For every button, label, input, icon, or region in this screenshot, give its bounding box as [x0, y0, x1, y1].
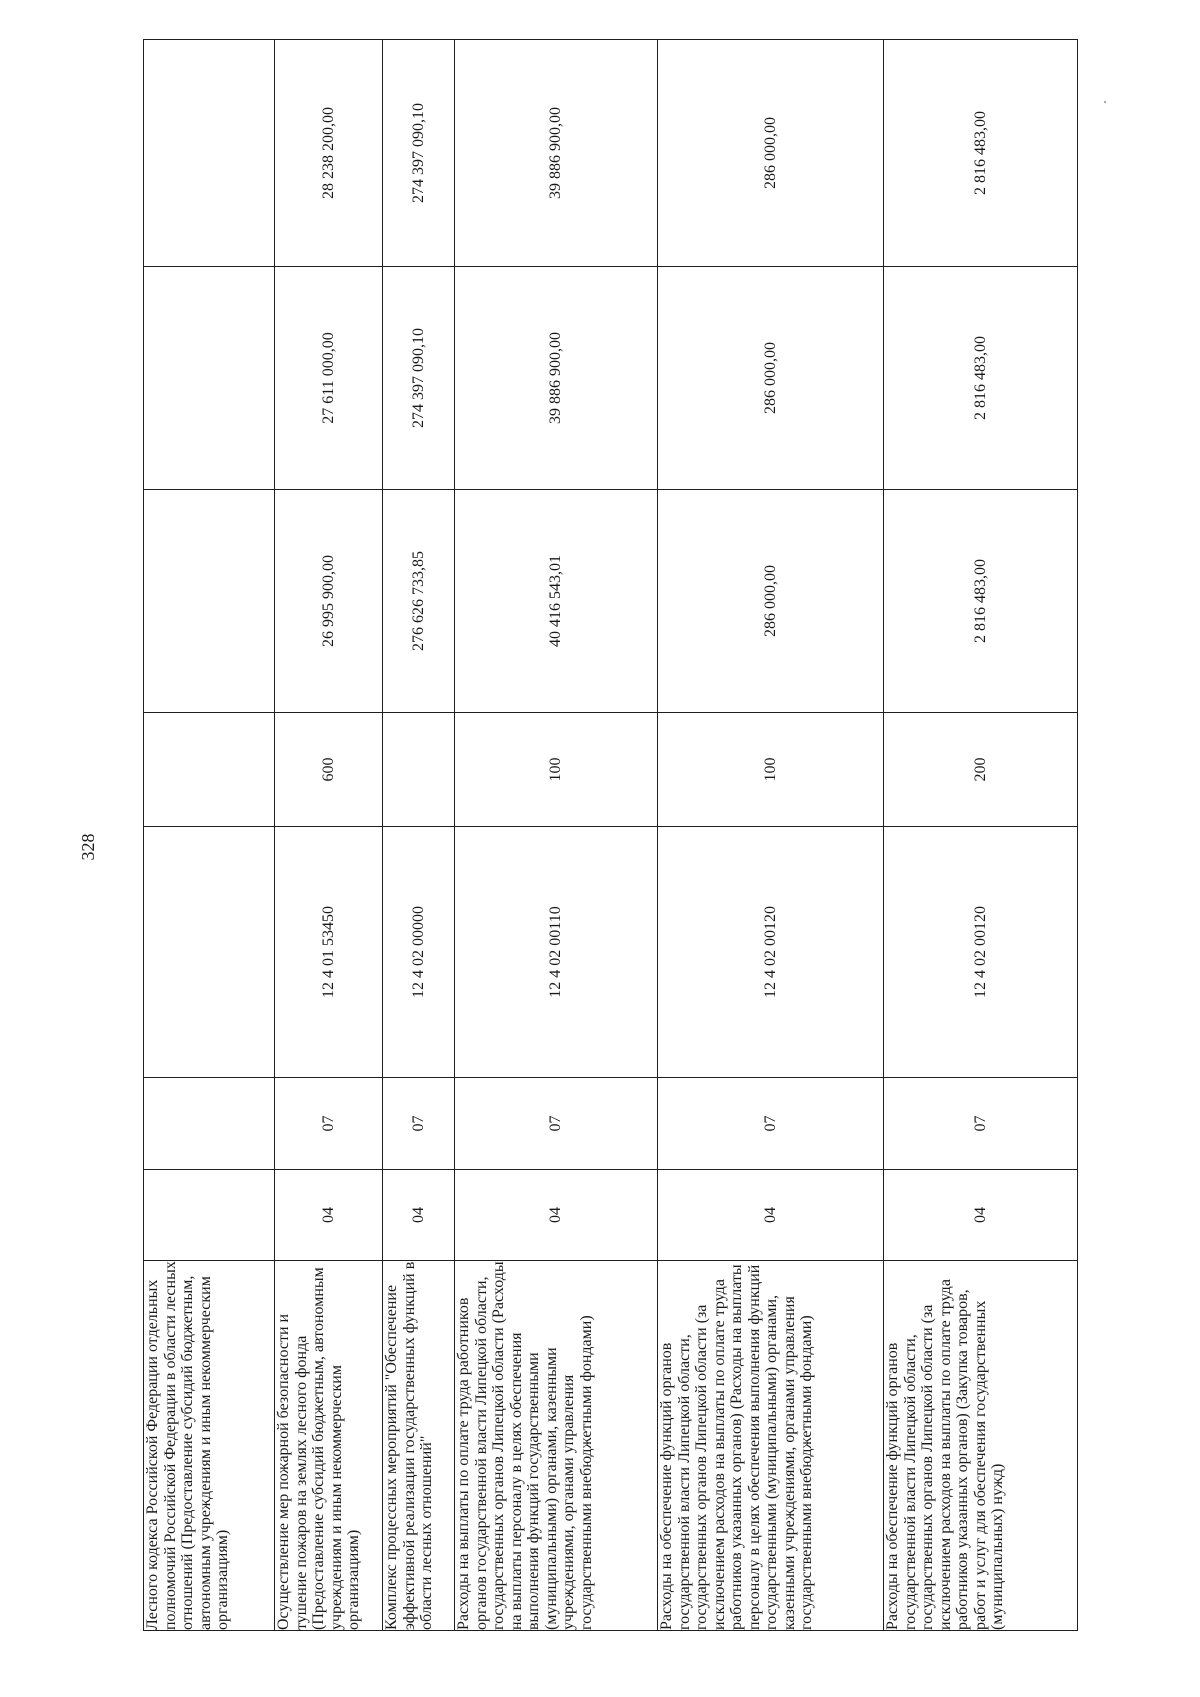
- amount-year-1: 286 000,00: [658, 490, 884, 713]
- amount-year-3: 274 397 090,10: [383, 40, 455, 267]
- amount-year-2: 2 816 483,00: [884, 267, 1078, 490]
- amount-year-1: 26 995 900,00: [275, 490, 383, 713]
- target-article-code: 12 4 02 00120: [658, 827, 884, 1078]
- chapter-code: 04: [275, 1170, 383, 1261]
- row-description: Лесного кодекса Российской Федерации отдельных полномочий Российской Федерации в области лесных отношений (Предоставление субсидий бюджетным, автономным учреждениям и иным некоммерческим организациям): [144, 1261, 275, 1631]
- row-description: Расходы на обеспечение функций органов государственной власти Липецкой области, государственных органов Липецкой области (за исключением расходов на выплаты по оплате труда работников указанных органов) (Расходы на выплаты персоналу в целях обеспечения выполнения функций государственными (муниципальными) органами, казенными учреждениями, органами управления государственными внебюджетными фондами): [658, 1261, 884, 1631]
- amount-year-2: 274 397 090,10: [383, 267, 455, 490]
- table-row: [455, 40, 658, 1631]
- amount-year-3: 286 000,00: [658, 40, 884, 267]
- expense-type-code: 100: [658, 713, 884, 827]
- expense-type-code: 600: [275, 713, 383, 827]
- expense-type-code: 100: [455, 713, 658, 827]
- target-article-code: 12 4 01 53450: [275, 827, 383, 1078]
- section-code: [144, 1078, 275, 1170]
- chapter-code: 04: [884, 1170, 1078, 1261]
- amount-year-1: [144, 490, 275, 713]
- table-row: [383, 40, 455, 1631]
- target-article-code: 12 4 02 00000: [383, 827, 455, 1078]
- chapter-code: 04: [455, 1170, 658, 1261]
- section-code: 07: [884, 1078, 1078, 1170]
- amount-year-1: 40 416 543,01: [455, 490, 658, 713]
- amount-year-2: 39 886 900,00: [455, 267, 658, 490]
- section-code: 07: [658, 1078, 884, 1170]
- amount-year-2: 27 611 000,00: [275, 267, 383, 490]
- table-row: [884, 40, 1078, 1631]
- row-description: Комплекс процессных мероприятий "Обеспечение эффективной реализации государственных функций в области лесных отношений": [383, 1261, 455, 1631]
- chapter-code: 04: [658, 1170, 884, 1261]
- table-row: [275, 40, 383, 1631]
- amount-year-1: 2 816 483,00: [884, 490, 1078, 713]
- table-row: [658, 40, 884, 1631]
- chapter-code: 04: [383, 1170, 455, 1261]
- scan-speck: [1104, 101, 1106, 103]
- row-description: Расходы на выплаты по оплате труда работников органов государственной власти Липецкой области, государственных органов Липецкой области (Расходы на выплаты персоналу в целях обеспечения выполнения функций государственными (муниципальными) органами, казенными учреждениями, органами управления государственными внебюджетными фондами): [455, 1261, 658, 1631]
- expense-type-code: 200: [884, 713, 1078, 827]
- target-article-code: 12 4 02 00120: [884, 827, 1078, 1078]
- amount-year-3: 28 238 200,00: [275, 40, 383, 267]
- amount-year-1: 276 626 733,85: [383, 490, 455, 713]
- amount-year-3: [144, 40, 275, 267]
- section-code: 07: [275, 1078, 383, 1170]
- target-article-code: [144, 827, 275, 1078]
- chapter-code: [144, 1170, 275, 1261]
- expense-type-code: [144, 713, 275, 827]
- amount-year-2: 286 000,00: [658, 267, 884, 490]
- amount-year-2: [144, 267, 275, 490]
- table-row: [144, 40, 275, 1631]
- section-code: 07: [455, 1078, 658, 1170]
- amount-year-3: 2 816 483,00: [884, 40, 1078, 267]
- budget-table: [143, 39, 1078, 1631]
- row-description: Расходы на обеспечение функций органов государственной власти Липецкой области, государственных органов Липецкой области (за исключением расходов на выплаты по оплате труда работников указанных органов) (Закупка товаров, работ и услуг для обеспечения государственных (муниципальных) нужд): [884, 1261, 1078, 1631]
- expense-type-code: [383, 713, 455, 827]
- amount-year-3: 39 886 900,00: [455, 40, 658, 267]
- page-number: 328: [78, 833, 98, 861]
- section-code: 07: [383, 1078, 455, 1170]
- row-description: Осуществление мер пожарной безопасности и тушение пожаров на землях лесного фонда (Предоставление субсидий бюджетным, автономным учреждениям и иным некоммерческим организациям): [275, 1261, 383, 1631]
- rotated-table-container: [143, 40, 1077, 1631]
- target-article-code: 12 4 02 00110: [455, 827, 658, 1078]
